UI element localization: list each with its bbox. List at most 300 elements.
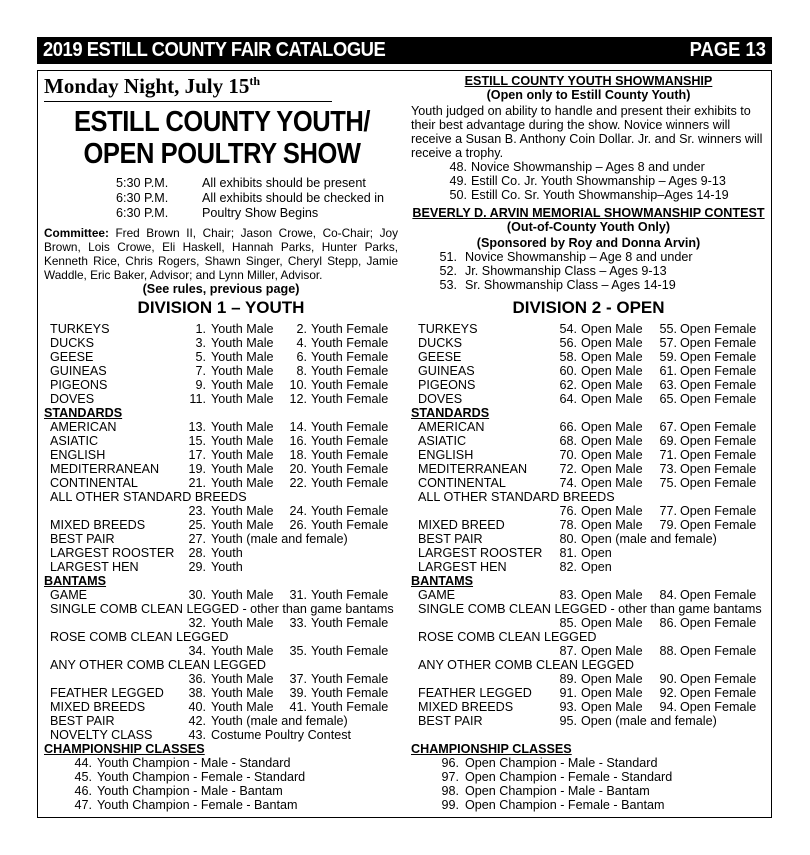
- class-label: Youth Female: [311, 588, 389, 602]
- class-number: 24.: [289, 504, 307, 518]
- championship-item: [0, 784, 810, 798]
- class-number: 5.: [195, 350, 206, 364]
- division-2-heading: DIVISION 2 - OPEN: [512, 298, 665, 317]
- class-label: Youth Female: [311, 686, 389, 700]
- class-number: 92.: [659, 686, 677, 700]
- class-label: Open Male: [581, 378, 643, 392]
- class-number: 14.: [289, 420, 307, 434]
- breed-name: TURKEYS: [418, 322, 478, 336]
- class-label: Open Female: [680, 378, 757, 392]
- class-row: [0, 462, 810, 476]
- breed-group-name: SINGLE COMB CLEAN LEGGED - other than game bantams: [418, 602, 762, 616]
- class-title: Youth Champion - Male - Bantam: [97, 784, 283, 798]
- class-number: 78.: [559, 518, 577, 532]
- class-row: [0, 350, 810, 364]
- class-number: 22.: [289, 476, 307, 490]
- breed-name: ASIATIC: [50, 434, 99, 448]
- class-row: [0, 448, 810, 462]
- class-number: 83.: [559, 588, 577, 602]
- class-label: Youth Male: [211, 616, 274, 630]
- breed-name: LARGEST HEN: [50, 560, 139, 574]
- page-number: PAGE 13: [689, 39, 766, 61]
- breed-name: CONTINENTAL: [50, 476, 138, 490]
- class-number: 19.: [188, 462, 206, 476]
- class-label: Youth Female: [311, 350, 389, 364]
- class-row: [0, 686, 810, 700]
- class-label: Youth Male: [211, 378, 274, 392]
- class-label: Youth Male: [211, 588, 274, 602]
- breed-name: GAME: [418, 588, 456, 602]
- class-label: Youth (male and female): [211, 532, 348, 546]
- class-label: Open Female: [680, 644, 757, 658]
- class-number: 63.: [659, 378, 677, 392]
- section-heading: [0, 406, 810, 420]
- class-row: [0, 602, 810, 616]
- class-number: 50.: [449, 188, 467, 202]
- showmanship-subtitle: (Open only to Estill County Youth): [486, 88, 691, 102]
- class-number: 96.: [441, 756, 459, 770]
- class-row: [0, 518, 810, 532]
- class-item: [0, 188, 810, 202]
- class-label: Youth Female: [311, 616, 389, 630]
- class-number: 85.: [559, 616, 577, 630]
- class-number: 95.: [559, 714, 577, 728]
- schedule-time: 6:30 P.M.: [116, 206, 169, 220]
- class-row: [0, 546, 810, 560]
- showmanship-description: Youth judged on ability to handle and present their exhibits to their best advantage during the show. Novice winners will receive a Susan B. Anthony Coin Dollar. Jr. and Sr. winners will receive a trophy.: [411, 104, 763, 160]
- class-number: 55.: [659, 322, 677, 336]
- class-label: Youth Male: [211, 364, 274, 378]
- class-number: 36.: [188, 672, 206, 686]
- section-heading-text: CHAMPIONSHIP CLASSES: [411, 742, 572, 756]
- class-row: [0, 616, 810, 630]
- schedule-time: 6:30 P.M.: [116, 191, 169, 205]
- class-row: [0, 420, 810, 434]
- class-number: 4.: [296, 336, 307, 350]
- class-label: Open Female: [680, 392, 757, 406]
- breed-name: GUINEAS: [50, 364, 107, 378]
- breed-name: PIGEONS: [50, 378, 108, 392]
- class-row: [0, 476, 810, 490]
- showmanship-title: ESTILL COUNTY YOUTH SHOWMANSHIP: [464, 74, 713, 88]
- class-number: 86.: [659, 616, 677, 630]
- breed-group-name: ROSE COMB CLEAN LEGGED: [418, 630, 597, 644]
- class-row: [0, 588, 810, 602]
- class-label: Open Female: [680, 336, 757, 350]
- class-number: 2.: [296, 322, 307, 336]
- class-number: 68.: [559, 434, 577, 448]
- class-label: Open Male: [581, 588, 643, 602]
- class-number: 88.: [659, 644, 677, 658]
- breed-group-name: ALL OTHER STANDARD BREEDS: [50, 490, 247, 504]
- class-label: Youth Female: [311, 434, 389, 448]
- class-number: 65.: [659, 392, 677, 406]
- class-label: Youth Male: [211, 448, 274, 462]
- class-label: Open Female: [680, 462, 757, 476]
- class-label: Youth Female: [311, 364, 389, 378]
- class-number: 35.: [289, 644, 307, 658]
- show-title-line1: ESTILL COUNTY YOUTH/: [73, 106, 371, 138]
- section-heading-text: STANDARDS: [44, 406, 123, 420]
- class-number: 3.: [195, 336, 206, 350]
- breed-name: AMERICAN: [418, 420, 485, 434]
- class-number: 54.: [559, 322, 577, 336]
- catalogue-title: 2019 ESTILL COUNTY FAIR CATALOGUE: [43, 39, 386, 61]
- class-number: 60.: [559, 364, 577, 378]
- class-number: 98.: [441, 784, 459, 798]
- class-number: 93.: [559, 700, 577, 714]
- class-row: [0, 630, 810, 644]
- class-number: 37.: [289, 672, 307, 686]
- class-number: 18.: [289, 448, 307, 462]
- section-heading-text: CHAMPIONSHIP CLASSES: [44, 742, 205, 756]
- breed-name: NOVELTY CLASS: [50, 728, 153, 742]
- breed-name: GEESE: [418, 350, 462, 364]
- class-number: 11.: [189, 392, 206, 406]
- breed-group-name: SINGLE COMB CLEAN LEGGED - other than game bantams: [50, 602, 394, 616]
- class-number: 74.: [559, 476, 577, 490]
- section-heading-text: STANDARDS: [411, 406, 490, 420]
- class-number: 16.: [289, 434, 307, 448]
- division-1-heading: DIVISION 1 – YOUTH: [137, 298, 305, 317]
- breed-name: PIGEONS: [418, 378, 476, 392]
- class-label: Youth Male: [211, 476, 274, 490]
- class-label: Youth Male: [211, 700, 274, 714]
- class-number: 10.: [289, 378, 307, 392]
- class-label: Open Female: [680, 448, 757, 462]
- class-label: Youth Female: [311, 420, 389, 434]
- class-number: 15.: [188, 434, 206, 448]
- class-item: [0, 278, 810, 292]
- class-label: Open Female: [680, 434, 757, 448]
- class-row: [0, 644, 810, 658]
- class-label: Youth Male: [211, 350, 274, 364]
- class-label: Youth (male and female): [211, 714, 348, 728]
- class-number: 73.: [659, 462, 677, 476]
- class-title: Youth Champion - Female - Standard: [97, 770, 306, 784]
- class-title: Estill Co. Jr. Youth Showmanship – Ages 9-13: [471, 174, 726, 188]
- class-label: Youth Male: [211, 686, 274, 700]
- class-label: Open Male: [581, 364, 643, 378]
- class-label: Youth Female: [311, 336, 389, 350]
- class-label: Open: [581, 560, 612, 574]
- class-label: Open Female: [680, 616, 757, 630]
- class-number: 1.: [195, 322, 206, 336]
- breed-name: ENGLISH: [418, 448, 474, 462]
- class-number: 33.: [289, 616, 307, 630]
- class-number: 25.: [188, 518, 206, 532]
- breed-name: GAME: [50, 588, 88, 602]
- class-number: 40.: [188, 700, 206, 714]
- class-number: 23.: [188, 504, 206, 518]
- class-title: Open Champion - Female - Bantam: [465, 798, 665, 812]
- class-label: Youth: [211, 546, 243, 560]
- class-label: Open Female: [680, 588, 757, 602]
- class-number: 64.: [559, 392, 577, 406]
- class-row: [0, 532, 810, 546]
- event-date-suffix: th: [249, 74, 261, 88]
- class-label: Youth Female: [311, 644, 389, 658]
- class-label: Open Female: [680, 322, 757, 336]
- schedule-text: All exhibits should be checked in: [202, 191, 385, 205]
- section-heading-text: BANTAMS: [44, 574, 107, 588]
- class-item: [0, 174, 810, 188]
- class-number: 38.: [188, 686, 206, 700]
- class-number: 66.: [559, 420, 577, 434]
- class-label: Open Female: [680, 364, 757, 378]
- class-label: Youth Male: [211, 336, 274, 350]
- breed-name: CONTINENTAL: [418, 476, 506, 490]
- breed-name: DUCKS: [418, 336, 463, 350]
- class-label: Youth Male: [211, 504, 274, 518]
- breed-name: LARGEST ROOSTER: [50, 546, 175, 560]
- class-label: Youth Female: [311, 504, 389, 518]
- class-number: 53.: [439, 278, 457, 292]
- class-number: 45.: [74, 770, 92, 784]
- breed-name: BEST PAIR: [50, 714, 115, 728]
- class-row: [0, 336, 810, 350]
- class-number: 20.: [289, 462, 307, 476]
- class-item: [0, 264, 810, 278]
- breed-name: MEDITERRANEAN: [418, 462, 528, 476]
- class-number: 87.: [559, 644, 577, 658]
- class-number: 58.: [559, 350, 577, 364]
- class-number: 89.: [559, 672, 577, 686]
- class-number: 70.: [559, 448, 577, 462]
- class-label: Youth Male: [211, 462, 274, 476]
- class-number: 91.: [559, 686, 577, 700]
- class-number: 76.: [559, 504, 577, 518]
- class-row: [0, 714, 810, 728]
- class-label: Open Male: [581, 686, 643, 700]
- class-label: Youth Female: [311, 392, 389, 406]
- class-number: 17.: [188, 448, 206, 462]
- class-label: Youth: [211, 560, 243, 574]
- class-number: 8.: [296, 364, 307, 378]
- class-row: [0, 490, 810, 504]
- breed-name: BEST PAIR: [418, 714, 483, 728]
- class-row: [0, 672, 810, 686]
- class-label: Open Female: [680, 476, 757, 490]
- class-label: Open Male: [581, 518, 643, 532]
- class-title: Novice Showmanship – Age 8 and under: [465, 250, 693, 264]
- class-number: 59.: [659, 350, 677, 364]
- class-number: 75.: [659, 476, 677, 490]
- class-number: 82.: [559, 560, 577, 574]
- class-row: [0, 322, 810, 336]
- class-label: Youth Female: [311, 378, 389, 392]
- breed-name: LARGEST HEN: [418, 560, 507, 574]
- event-date: [44, 74, 260, 99]
- class-label: Open Female: [680, 518, 757, 532]
- class-label: Open Female: [680, 420, 757, 434]
- class-label: Open Male: [581, 448, 643, 462]
- class-row: [0, 504, 810, 518]
- class-row: [0, 434, 810, 448]
- section-heading: [0, 574, 810, 588]
- breed-name: MIXED BREED: [418, 518, 505, 532]
- class-label: Youth Female: [311, 462, 389, 476]
- class-label: Youth Female: [311, 518, 389, 532]
- class-number: 57.: [659, 336, 677, 350]
- class-row: [0, 700, 810, 714]
- class-number: 79.: [659, 518, 677, 532]
- class-title: Estill Co. Sr. Youth Showmanship–Ages 14-19: [471, 188, 729, 202]
- class-label: Open Male: [581, 504, 643, 518]
- class-number: 7.: [195, 364, 206, 378]
- arvin-subtitle: (Out-of-County Youth Only): [506, 220, 671, 234]
- class-label: Open Male: [581, 336, 643, 350]
- class-number: 44.: [74, 756, 92, 770]
- class-label: Open Male: [581, 322, 643, 336]
- class-item: [0, 250, 810, 264]
- class-number: 13.: [188, 420, 206, 434]
- class-label: Open Male: [581, 644, 643, 658]
- class-label: Open Female: [680, 672, 757, 686]
- class-label: Youth Male: [211, 644, 274, 658]
- class-label: Youth Female: [311, 672, 389, 686]
- class-row: [0, 728, 810, 742]
- breed-name: FEATHER LEGGED: [50, 686, 164, 700]
- class-label: Youth Female: [311, 476, 389, 490]
- class-number: 52.: [439, 264, 457, 278]
- class-number: 99.: [441, 798, 459, 812]
- class-number: 61.: [659, 364, 677, 378]
- date-rule: [44, 101, 332, 102]
- breed-name: MIXED BREEDS: [50, 700, 146, 714]
- championship-item: [0, 770, 810, 784]
- class-number: 71.: [659, 448, 677, 462]
- class-number: 42.: [188, 714, 206, 728]
- class-number: 12.: [289, 392, 307, 406]
- breed-name: LARGEST ROOSTER: [418, 546, 543, 560]
- class-number: 97.: [441, 770, 459, 784]
- class-label: Open Male: [581, 392, 643, 406]
- class-label: Open Female: [680, 350, 757, 364]
- class-label: Open Male: [581, 476, 643, 490]
- class-label: Open Male: [581, 672, 643, 686]
- breed-name: FEATHER LEGGED: [418, 686, 532, 700]
- class-label: Open (male and female): [581, 532, 717, 546]
- class-title: Youth Champion - Female - Bantam: [97, 798, 298, 812]
- class-number: 34.: [188, 644, 206, 658]
- class-title: Novice Showmanship – Ages 8 and under: [471, 160, 705, 174]
- class-number: 81.: [559, 546, 577, 560]
- class-label: Open Female: [680, 700, 757, 714]
- breed-name: MIXED BREEDS: [50, 518, 146, 532]
- breed-name: ASIATIC: [418, 434, 467, 448]
- class-number: 48.: [449, 160, 467, 174]
- class-label: Open Male: [581, 434, 643, 448]
- class-number: 32.: [188, 616, 206, 630]
- class-number: 26.: [289, 518, 307, 532]
- class-number: 39.: [289, 686, 307, 700]
- class-number: 49.: [449, 174, 467, 188]
- class-label: Open Male: [581, 616, 643, 630]
- section-heading: [0, 742, 810, 756]
- class-number: 28.: [188, 546, 206, 560]
- class-number: 77.: [659, 504, 677, 518]
- class-label: Youth Female: [311, 448, 389, 462]
- class-number: 69.: [659, 434, 677, 448]
- class-number: 21.: [188, 476, 206, 490]
- breed-group-name: ANY OTHER COMB CLEAN LEGGED: [50, 658, 267, 672]
- class-label: Youth Male: [211, 434, 274, 448]
- class-number: 80.: [559, 532, 577, 546]
- class-row: [0, 364, 810, 378]
- breed-name: BEST PAIR: [50, 532, 115, 546]
- class-label: Costume Poultry Contest: [211, 728, 351, 742]
- class-number: 29.: [188, 560, 206, 574]
- class-number: 51.: [439, 250, 457, 264]
- class-label: Open Male: [581, 462, 643, 476]
- class-number: 56.: [559, 336, 577, 350]
- class-title: Open Champion - Female - Standard: [465, 770, 673, 784]
- breed-name: GUINEAS: [418, 364, 475, 378]
- class-number: 31.: [289, 588, 307, 602]
- breed-name: DOVES: [50, 392, 95, 406]
- breed-name: ENGLISH: [50, 448, 106, 462]
- class-number: 47.: [74, 798, 92, 812]
- breed-group-name: ROSE COMB CLEAN LEGGED: [50, 630, 229, 644]
- class-title: Open Champion - Male - Bantam: [465, 784, 650, 798]
- class-row: [0, 378, 810, 392]
- class-label: Youth Female: [311, 700, 389, 714]
- class-row: [0, 392, 810, 406]
- arvin-title: BEVERLY D. ARVIN MEMORIAL SHOWMANSHIP CONTEST: [412, 206, 765, 220]
- class-label: Open: [581, 546, 612, 560]
- committee-members: Fred Brown II, Chair; Jason Crowe, Co-Chair; Joy Brown, Lois Crowe, Eli Haskell, Hannah Parks, Hunter Parks, Kenneth Rice, Chris Rogers, Shawn Singer, Cheryl Stepp, Jamie Waddle, Eric Baker, Advisor; and Lynn Miller, Advisor.: [44, 226, 398, 282]
- class-number: 67.: [659, 420, 677, 434]
- breed-group-name: ANY OTHER COMB CLEAN LEGGED: [418, 658, 635, 672]
- breed-group-name: ALL OTHER STANDARD BREEDS: [418, 490, 615, 504]
- class-label: Youth Male: [211, 420, 274, 434]
- class-number: 27.: [188, 532, 206, 546]
- breed-name: GEESE: [50, 350, 94, 364]
- class-label: Youth Male: [211, 392, 274, 406]
- breed-name: DUCKS: [50, 336, 95, 350]
- class-label: Youth Female: [311, 322, 389, 336]
- class-label: Youth Male: [211, 322, 274, 336]
- class-number: 72.: [559, 462, 577, 476]
- committee-label: Committee:: [44, 226, 109, 240]
- schedule-text: Poultry Show Begins: [202, 206, 319, 220]
- schedule-text: All exhibits should be present: [202, 176, 366, 190]
- class-label: Open (male and female): [581, 714, 717, 728]
- class-number: 43.: [188, 728, 206, 742]
- event-date-text: Monday Night, July 15: [44, 74, 250, 98]
- class-number: 90.: [659, 672, 677, 686]
- class-number: 62.: [559, 378, 577, 392]
- class-label: Youth Male: [211, 518, 274, 532]
- class-number: 30.: [188, 588, 206, 602]
- class-label: Open Female: [680, 504, 757, 518]
- see-rules-note: (See rules, previous page): [142, 282, 300, 296]
- class-number: 46.: [74, 784, 92, 798]
- show-title-line2: OPEN POULTRY SHOW: [83, 138, 361, 170]
- schedule-time: 5:30 P.M.: [116, 176, 169, 190]
- class-label: Open Male: [581, 350, 643, 364]
- class-number: 41.: [289, 700, 307, 714]
- class-label: Open Male: [581, 420, 643, 434]
- class-title: Open Champion - Male - Standard: [465, 756, 658, 770]
- class-row: [0, 560, 810, 574]
- page-header-bar: [37, 37, 772, 64]
- class-title: Youth Champion - Male - Standard: [97, 756, 291, 770]
- class-label: Open Female: [680, 686, 757, 700]
- class-number: 84.: [659, 588, 677, 602]
- class-number: 9.: [195, 378, 206, 392]
